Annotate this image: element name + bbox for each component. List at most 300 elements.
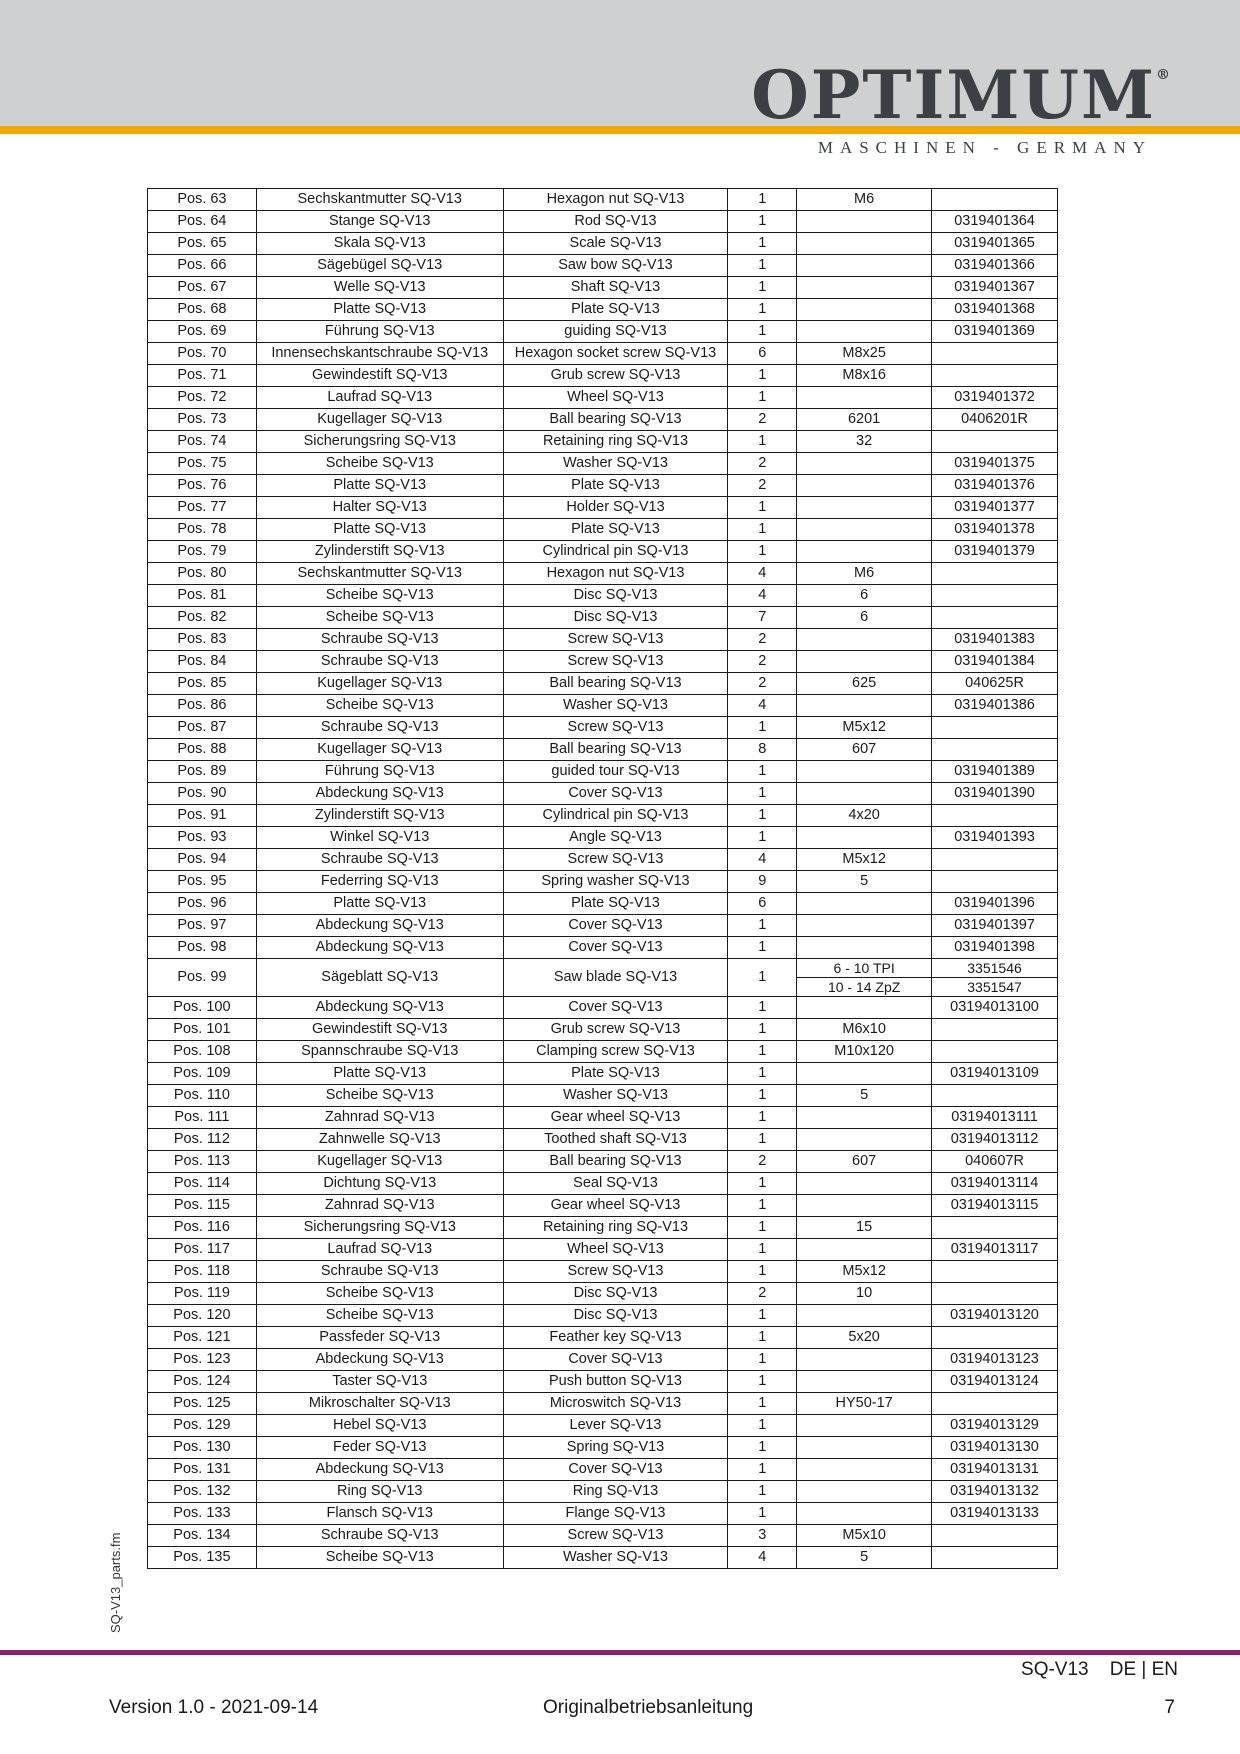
table-row (148, 475, 1058, 497)
cell-name-en: Screw SQ-V13 (503, 1261, 728, 1283)
cell-size (797, 761, 932, 783)
cell-item-number: 03194013114 (932, 1173, 1058, 1195)
table-row (148, 387, 1058, 409)
cell-item-number (932, 849, 1058, 871)
table-row (148, 673, 1058, 695)
cell-item-number: 03194013123 (932, 1349, 1058, 1371)
cell-name-de: Scheibe SQ-V13 (256, 1085, 503, 1107)
cell-name-en: Disc SQ-V13 (503, 607, 728, 629)
cell-quantity: 2 (728, 453, 797, 475)
table-row (148, 1283, 1058, 1305)
cell-item-number: 03194013109 (932, 1063, 1058, 1085)
cell-position: Pos. 114 (148, 1173, 257, 1195)
cell-item-number (932, 607, 1058, 629)
table-row (148, 1481, 1058, 1503)
cell-item-number: 0319401377 (932, 497, 1058, 519)
cell-quantity: 1 (728, 915, 797, 937)
cell-quantity: 1 (728, 827, 797, 849)
cell-item-number: 03194013129 (932, 1415, 1058, 1437)
cell-position: Pos. 131 (148, 1459, 257, 1481)
table-row (148, 277, 1058, 299)
cell-name-en: Retaining ring SQ-V13 (503, 431, 728, 453)
cell-name-en: Disc SQ-V13 (503, 1305, 728, 1327)
cell-item-number: 0319401389 (932, 761, 1058, 783)
cell-quantity: 4 (728, 695, 797, 717)
cell-quantity: 1 (728, 299, 797, 321)
cell-name-en: Screw SQ-V13 (503, 717, 728, 739)
cell-position: Pos. 135 (148, 1547, 257, 1569)
cell-item-number (932, 717, 1058, 739)
cell-name-en: Lever SQ-V13 (503, 1415, 728, 1437)
cell-item-number: 0319401390 (932, 783, 1058, 805)
table-row (148, 453, 1058, 475)
cell-size (797, 1371, 932, 1393)
cell-name-en: Microswitch SQ-V13 (503, 1393, 728, 1415)
cell-quantity: 1 (728, 1195, 797, 1217)
cell-quantity: 1 (728, 1085, 797, 1107)
table-row (148, 409, 1058, 431)
cell-quantity: 9 (728, 871, 797, 893)
table-row (148, 739, 1058, 761)
cell-name-de: Laufrad SQ-V13 (256, 1239, 503, 1261)
cell-position: Pos. 87 (148, 717, 257, 739)
cell-quantity: 1 (728, 1173, 797, 1195)
cell-name-de: Abdeckung SQ-V13 (256, 915, 503, 937)
cell-item-number: 0319401396 (932, 893, 1058, 915)
cell-position: Pos. 84 (148, 651, 257, 673)
cell-position: Pos. 93 (148, 827, 257, 849)
cell-name-de: Schraube SQ-V13 (256, 1525, 503, 1547)
cell-item-number (932, 1327, 1058, 1349)
cell-quantity: 1 (728, 1019, 797, 1041)
table-row (148, 783, 1058, 805)
cell-name-de: Dichtung SQ-V13 (256, 1173, 503, 1195)
cell-quantity: 1 (728, 1503, 797, 1525)
cell-name-en: Plate SQ-V13 (503, 299, 728, 321)
cell-name-de: Platte SQ-V13 (256, 299, 503, 321)
cell-name-en: Shaft SQ-V13 (503, 277, 728, 299)
cell-position: Pos. 116 (148, 1217, 257, 1239)
cell-position: Pos. 76 (148, 475, 257, 497)
cell-position: Pos. 121 (148, 1327, 257, 1349)
cell-position: Pos. 65 (148, 233, 257, 255)
table-row (148, 1173, 1058, 1195)
cell-item-number (932, 805, 1058, 827)
cell-size: 5 (797, 1085, 932, 1107)
cell-item-number: 03194013111 (932, 1107, 1058, 1129)
cell-item-number: 0319401368 (932, 299, 1058, 321)
cell-name-en: Cylindrical pin SQ-V13 (503, 805, 728, 827)
cell-position: Pos. 82 (148, 607, 257, 629)
cell-quantity: 1 (728, 1371, 797, 1393)
cell-size: 607 (797, 1151, 932, 1173)
cell-size: 15 (797, 1217, 932, 1239)
table-row (148, 211, 1058, 233)
cell-item-number: 03194013115 (932, 1195, 1058, 1217)
cell-position: Pos. 129 (148, 1415, 257, 1437)
cell-quantity: 1 (728, 497, 797, 519)
cell-name-en: Toothed shaft SQ-V13 (503, 1129, 728, 1151)
cell-position: Pos. 125 (148, 1393, 257, 1415)
table-row (148, 343, 1058, 365)
table-row (148, 1415, 1058, 1437)
cell-name-en: Washer SQ-V13 (503, 1547, 728, 1569)
cell-item-number: 03194013100 (932, 997, 1058, 1019)
cell-item-number (932, 1041, 1058, 1063)
cell-name-en: Gear wheel SQ-V13 (503, 1195, 728, 1217)
cell-size: M10x120 (797, 1041, 932, 1063)
cell-size (797, 387, 932, 409)
cell-size (797, 211, 932, 233)
cell-position: Pos. 95 (148, 871, 257, 893)
cell-position: Pos. 99 (148, 959, 257, 997)
table-row (148, 1503, 1058, 1525)
cell-name-de: Sägeblatt SQ-V13 (256, 959, 503, 997)
cell-quantity: 1 (728, 1393, 797, 1415)
cell-position: Pos. 85 (148, 673, 257, 695)
cell-quantity: 1 (728, 783, 797, 805)
cell-name-en: Push button SQ-V13 (503, 1371, 728, 1393)
cell-name-en: Wheel SQ-V13 (503, 1239, 728, 1261)
cell-name-en: Plate SQ-V13 (503, 475, 728, 497)
cell-name-en: Cover SQ-V13 (503, 783, 728, 805)
cell-quantity: 1 (728, 1481, 797, 1503)
cell-position: Pos. 80 (148, 563, 257, 585)
table-row (148, 1151, 1058, 1173)
cell-quantity: 1 (728, 365, 797, 387)
cell-quantity: 1 (728, 1349, 797, 1371)
table-row (148, 1261, 1058, 1283)
cell-name-de: Abdeckung SQ-V13 (256, 1459, 503, 1481)
cell-size (797, 1129, 932, 1151)
table-row (148, 1041, 1058, 1063)
cell-quantity: 4 (728, 585, 797, 607)
cell-name-de: Kugellager SQ-V13 (256, 673, 503, 695)
cell-size (797, 915, 932, 937)
table-row (148, 1217, 1058, 1239)
cell-name-en: Cover SQ-V13 (503, 1349, 728, 1371)
cell-position: Pos. 134 (148, 1525, 257, 1547)
cell-name-en: Cover SQ-V13 (503, 915, 728, 937)
cell-position: Pos. 77 (148, 497, 257, 519)
cell-item-number (932, 739, 1058, 761)
cell-name-de: Abdeckung SQ-V13 (256, 783, 503, 805)
cell-name-de: Abdeckung SQ-V13 (256, 997, 503, 1019)
cell-quantity: 2 (728, 1151, 797, 1173)
cell-quantity: 1 (728, 1217, 797, 1239)
cell-size: 5 (797, 1547, 932, 1569)
cell-name-en: Gear wheel SQ-V13 (503, 1107, 728, 1129)
cell-name-de: Schraube SQ-V13 (256, 629, 503, 651)
cell-name-en: guiding SQ-V13 (503, 321, 728, 343)
cell-item-number: 03194013124 (932, 1371, 1058, 1393)
cell-position: Pos. 74 (148, 431, 257, 453)
table-row (148, 761, 1058, 783)
cell-name-en: Ball bearing SQ-V13 (503, 739, 728, 761)
cell-size: 6 (797, 585, 932, 607)
table-row (148, 805, 1058, 827)
cell-size (797, 299, 932, 321)
cell-name-de: Platte SQ-V13 (256, 893, 503, 915)
table-row (148, 1129, 1058, 1151)
cell-name-en: Screw SQ-V13 (503, 849, 728, 871)
cell-name-en: Ball bearing SQ-V13 (503, 673, 728, 695)
table-row (148, 1063, 1058, 1085)
table-row (148, 233, 1058, 255)
version-label: Version 1.0 - 2021-09-14 (109, 1697, 319, 1718)
cell-name-de: Hebel SQ-V13 (256, 1415, 503, 1437)
cell-name-en: Grub screw SQ-V13 (503, 365, 728, 387)
cell-name-en: Saw blade SQ-V13 (503, 959, 728, 997)
brand-logo (751, 56, 1172, 134)
cell-name-en: Hexagon nut SQ-V13 (503, 563, 728, 585)
table-row (148, 519, 1058, 541)
cell-name-en: Seal SQ-V13 (503, 1173, 728, 1195)
cell-quantity: 1 (728, 255, 797, 277)
cell-size: 6201 (797, 409, 932, 431)
cell-name-en: Cover SQ-V13 (503, 1459, 728, 1481)
cell-item-number (932, 1393, 1058, 1415)
cell-name-de: Zylinderstift SQ-V13 (256, 541, 503, 563)
cell-position: Pos. 78 (148, 519, 257, 541)
cell-size: 6 (797, 607, 932, 629)
cell-name-en: Screw SQ-V13 (503, 651, 728, 673)
cell-quantity: 4 (728, 849, 797, 871)
cell-size (797, 1239, 932, 1261)
cell-position: Pos. 118 (148, 1261, 257, 1283)
cell-position: Pos. 124 (148, 1371, 257, 1393)
cell-item-number: 0319401397 (932, 915, 1058, 937)
cell-quantity: 3 (728, 1525, 797, 1547)
cell-size: M8x16 (797, 365, 932, 387)
cell-item-number: 0319401376 (932, 475, 1058, 497)
cell-item-number (932, 365, 1058, 387)
cell-quantity: 1 (728, 1261, 797, 1283)
cell-quantity: 6 (728, 893, 797, 915)
cell-size (797, 519, 932, 541)
cell-quantity: 2 (728, 475, 797, 497)
cell-name-de: Abdeckung SQ-V13 (256, 1349, 503, 1371)
cell-quantity: 4 (728, 563, 797, 585)
cell-size: 10 (797, 1283, 932, 1305)
table-row (148, 299, 1058, 321)
cell-item-number (932, 1217, 1058, 1239)
cell-position: Pos. 111 (148, 1107, 257, 1129)
cell-name-de: Führung SQ-V13 (256, 761, 503, 783)
cell-size (797, 695, 932, 717)
cell-name-de: Laufrad SQ-V13 (256, 387, 503, 409)
table-row (148, 541, 1058, 563)
table-row (148, 997, 1058, 1019)
cell-size: M5x12 (797, 1261, 932, 1283)
cell-item-number: 0319401378 (932, 519, 1058, 541)
cell-quantity: 2 (728, 409, 797, 431)
cell-name-en: Plate SQ-V13 (503, 1063, 728, 1085)
cell-size (797, 1503, 932, 1525)
cell-item-number: 03194013132 (932, 1481, 1058, 1503)
cell-name-en: Washer SQ-V13 (503, 1085, 728, 1107)
cell-position: Pos. 83 (148, 629, 257, 651)
cell-size: M5x12 (797, 717, 932, 739)
cell-quantity: 1 (728, 1107, 797, 1129)
cell-name-de: Platte SQ-V13 (256, 475, 503, 497)
cell-position: Pos. 75 (148, 453, 257, 475)
cell-name-de: Führung SQ-V13 (256, 321, 503, 343)
cell-name-en: Ball bearing SQ-V13 (503, 1151, 728, 1173)
cell-position: Pos. 86 (148, 695, 257, 717)
cell-quantity: 1 (728, 211, 797, 233)
table-row (148, 937, 1058, 959)
cell-item-number: 3351546 (932, 959, 1058, 978)
table-row (148, 1195, 1058, 1217)
parts-table (147, 188, 1058, 1569)
cell-name-de: Schraube SQ-V13 (256, 717, 503, 739)
table-row (148, 1239, 1058, 1261)
table-row (148, 1327, 1058, 1349)
cell-name-en: Plate SQ-V13 (503, 519, 728, 541)
cell-position: Pos. 108 (148, 1041, 257, 1063)
cell-item-number (932, 1019, 1058, 1041)
cell-name-de: Sägebügel SQ-V13 (256, 255, 503, 277)
cell-name-en: Hexagon socket screw SQ-V13 (503, 343, 728, 365)
cell-size: 5 (797, 871, 932, 893)
cell-quantity: 2 (728, 651, 797, 673)
cell-item-number: 0319401365 (932, 233, 1058, 255)
cell-size: 607 (797, 739, 932, 761)
table-row (148, 651, 1058, 673)
cell-name-en: Ring SQ-V13 (503, 1481, 728, 1503)
table-row (148, 585, 1058, 607)
cell-quantity: 1 (728, 387, 797, 409)
cell-size (797, 497, 932, 519)
cell-position: Pos. 101 (148, 1019, 257, 1041)
cell-name-de: Zylinderstift SQ-V13 (256, 805, 503, 827)
parts-table-body (148, 189, 1058, 1569)
cell-name-en: Plate SQ-V13 (503, 893, 728, 915)
cell-size: M8x25 (797, 343, 932, 365)
cell-name-en: Cover SQ-V13 (503, 937, 728, 959)
cell-item-number (932, 1283, 1058, 1305)
cell-position: Pos. 89 (148, 761, 257, 783)
cell-item-number: 0319401384 (932, 651, 1058, 673)
table-row (148, 1085, 1058, 1107)
cell-name-en: Retaining ring SQ-V13 (503, 1217, 728, 1239)
cell-size (797, 1305, 932, 1327)
cell-size (797, 541, 932, 563)
cell-name-en: Scale SQ-V13 (503, 233, 728, 255)
cell-quantity: 1 (728, 761, 797, 783)
table-row (148, 1349, 1058, 1371)
cell-item-number: 0319401369 (932, 321, 1058, 343)
cell-quantity: 1 (728, 1129, 797, 1151)
cell-item-number: 0319401386 (932, 695, 1058, 717)
cell-position: Pos. 79 (148, 541, 257, 563)
footer-divider (0, 1650, 1240, 1655)
table-row (148, 431, 1058, 453)
cell-position: Pos. 132 (148, 1481, 257, 1503)
cell-name-de: Sechskantmutter SQ-V13 (256, 189, 503, 211)
cell-size (797, 997, 932, 1019)
cell-name-de: Skala SQ-V13 (256, 233, 503, 255)
cell-name-en: Saw bow SQ-V13 (503, 255, 728, 277)
table-row (148, 563, 1058, 585)
cell-quantity: 1 (728, 959, 797, 997)
cell-name-de: Scheibe SQ-V13 (256, 695, 503, 717)
cell-name-de: Gewindestift SQ-V13 (256, 1019, 503, 1041)
cell-name-de: Gewindestift SQ-V13 (256, 365, 503, 387)
cell-name-en: Angle SQ-V13 (503, 827, 728, 849)
cell-name-de: Platte SQ-V13 (256, 1063, 503, 1085)
cell-quantity: 1 (728, 1305, 797, 1327)
cell-quantity: 1 (728, 541, 797, 563)
cell-item-number: 0319401366 (932, 255, 1058, 277)
cell-name-de: Scheibe SQ-V13 (256, 607, 503, 629)
manual-title: Originalbetriebsanleitung (543, 1697, 754, 1718)
cell-name-en: Disc SQ-V13 (503, 1283, 728, 1305)
cell-name-de: Halter SQ-V13 (256, 497, 503, 519)
cell-size: 4x20 (797, 805, 932, 827)
cell-size (797, 233, 932, 255)
cell-name-en: Washer SQ-V13 (503, 695, 728, 717)
cell-quantity: 1 (728, 1437, 797, 1459)
cell-name-de: Stange SQ-V13 (256, 211, 503, 233)
table-row (148, 1019, 1058, 1041)
cell-quantity: 1 (728, 189, 797, 211)
cell-name-de: Zahnrad SQ-V13 (256, 1195, 503, 1217)
cell-position: Pos. 88 (148, 739, 257, 761)
cell-quantity: 1 (728, 1327, 797, 1349)
cell-item-number: 0319401383 (932, 629, 1058, 651)
cell-quantity: 1 (728, 937, 797, 959)
cell-size (797, 453, 932, 475)
cell-position: Pos. 120 (148, 1305, 257, 1327)
cell-quantity: 1 (728, 431, 797, 453)
cell-position: Pos. 97 (148, 915, 257, 937)
cell-name-de: Federring SQ-V13 (256, 871, 503, 893)
cell-position: Pos. 73 (148, 409, 257, 431)
cell-item-number (932, 1261, 1058, 1283)
cell-name-en: Rod SQ-V13 (503, 211, 728, 233)
cell-name-de: Passfeder SQ-V13 (256, 1327, 503, 1349)
cell-position: Pos. 100 (148, 997, 257, 1019)
cell-position: Pos. 72 (148, 387, 257, 409)
document-id: SQ-V13 DE | EN (1021, 1659, 1178, 1680)
cell-size (797, 1437, 932, 1459)
cell-name-de: Kugellager SQ-V13 (256, 739, 503, 761)
cell-position: Pos. 115 (148, 1195, 257, 1217)
cell-quantity: 1 (728, 233, 797, 255)
table-row (148, 849, 1058, 871)
cell-position: Pos. 71 (148, 365, 257, 387)
table-row (148, 959, 1058, 978)
cell-size (797, 1459, 932, 1481)
cell-name-en: Grub screw SQ-V13 (503, 1019, 728, 1041)
cell-position: Pos. 98 (148, 937, 257, 959)
cell-quantity: 7 (728, 607, 797, 629)
table-row (148, 717, 1058, 739)
cell-position: Pos. 64 (148, 211, 257, 233)
cell-size: M5x10 (797, 1525, 932, 1547)
cell-name-de: Kugellager SQ-V13 (256, 409, 503, 431)
table-row (148, 1547, 1058, 1569)
cell-item-number (932, 585, 1058, 607)
cell-name-en: Screw SQ-V13 (503, 1525, 728, 1547)
cell-name-de: Feder SQ-V13 (256, 1437, 503, 1459)
cell-position: Pos. 81 (148, 585, 257, 607)
cell-name-de: Sechskantmutter SQ-V13 (256, 563, 503, 585)
cell-position: Pos. 96 (148, 893, 257, 915)
table-row (148, 629, 1058, 651)
